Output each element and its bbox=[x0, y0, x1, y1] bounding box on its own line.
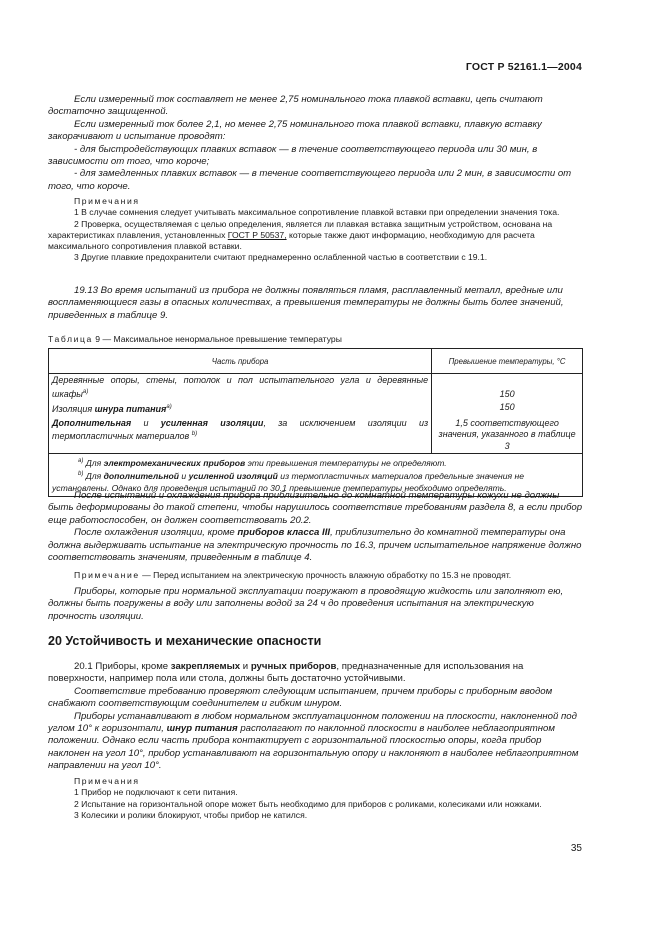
footnote-text: эти превышения температуры не определяют. bbox=[245, 457, 447, 468]
table-cell bbox=[49, 417, 432, 454]
section-20-body bbox=[48, 661, 583, 773]
caption-label: Таблица bbox=[48, 334, 93, 344]
paragraph-text: Приборы устанавливают в любом нормальном эксплуатационном положении на плоскости, наклоненной под углом 10° к горизонтали, bbox=[48, 710, 577, 735]
post-test-paragraphs bbox=[48, 490, 583, 564]
table-cell: 150 bbox=[432, 374, 583, 402]
footnote-mark: b) bbox=[191, 431, 198, 437]
table-caption bbox=[48, 334, 342, 344]
note-item: 1 Прибор не подключают к сети питания. bbox=[74, 787, 238, 798]
note-text: которые также дают информацию, необходимую для расчета максимального сопротивления плавкой вставки. bbox=[48, 229, 535, 252]
note-item bbox=[48, 570, 583, 581]
paragraph-text-bold: ручных приборов bbox=[250, 661, 337, 672]
page-number: 35 bbox=[570, 843, 582, 854]
paragraph-text: и bbox=[240, 661, 251, 672]
paragraph-text: располагают по наклонной плоскости в наиболее неблагоприятном положении. Однако если часть прибора контактирует с горизонтальной плоскостью опоры, когда прибор наклонен на угол 10°, прибор устанавливают на горизонтальную опору и наклоняют в наиболее неблагоприятном направлении на угол 10°. bbox=[48, 723, 579, 772]
table-row bbox=[49, 417, 583, 454]
cell-text: и bbox=[131, 417, 161, 428]
standard-reference-link[interactable]: ГОСТ Р 50537, bbox=[227, 229, 287, 240]
notes-block bbox=[48, 776, 583, 821]
table-cell: 1,5 соответствующего значения, указанного в таблице 3 bbox=[432, 417, 583, 454]
paragraph bbox=[48, 527, 583, 564]
table-row bbox=[49, 374, 583, 402]
note-line bbox=[48, 570, 583, 581]
table-cell bbox=[49, 374, 432, 402]
note-label: Примечание bbox=[74, 570, 140, 580]
document-header: ГОСТ Р 52161.1—2004 bbox=[465, 61, 582, 73]
footnote-text: Для bbox=[83, 471, 104, 482]
paragraph bbox=[48, 711, 583, 773]
cell-text-bold: Дополнительная bbox=[52, 417, 132, 428]
cell-text: Деревянные опоры, стены, потолок и пол испытательного угла и деревянные шкафы bbox=[52, 375, 429, 399]
table-header-row bbox=[49, 349, 583, 374]
paragraph bbox=[48, 661, 583, 686]
table-row bbox=[49, 401, 583, 417]
table-cell: 150 bbox=[432, 401, 583, 417]
footnote-text: и bbox=[179, 471, 189, 482]
note-item bbox=[48, 219, 583, 253]
notes-title: Примечания bbox=[74, 776, 140, 786]
note-text: — Перед испытанием на электрическую прочность влажную обработку по 15.3 не проводят. bbox=[139, 570, 512, 580]
section-heading: 20 Устойчивость и механические опасности bbox=[48, 634, 322, 648]
paragraph: - для замедленных плавких вставок — в течение соответствующего периода или 2 мин, в зависимости от того, что короче. bbox=[48, 168, 572, 192]
footnote-mark: a) bbox=[78, 458, 84, 464]
paragraph-text: После охлаждения изоляции, кроме bbox=[74, 527, 238, 539]
table-cell bbox=[49, 401, 432, 417]
immersion-paragraph bbox=[48, 586, 583, 623]
footnote-text: из термопластичных материалов предельные значения не установлены. Однако для проведения испытаний по 30.1 превышение температуры необходимо определять. bbox=[52, 471, 525, 493]
temperature-table bbox=[48, 348, 583, 497]
paragraph-text: , приблизительно до комнатной температуры она должна выдерживать испытание на электрическую прочность по 16.3, причем испытательное напряжение должно соответствовать значениям, приведенным в таблице 4. bbox=[48, 527, 582, 564]
paragraph-text-bold: приборов класса III bbox=[237, 527, 331, 539]
paragraph: После испытаний и охлаждения прибора приблизительно до комнатной температуры кожухи не должны быть деформированы до такой степени, чтобы нарушилось соответствие требованиям раздела 8, а если прибор еще работоспособен, он должен соответствовать 20.2. bbox=[48, 490, 583, 526]
paragraph: - для быстродействующих плавких вставок — в течение соответствующего периода или 30 мин, в зависимости от того, что короче; bbox=[48, 143, 538, 168]
caption-text: 9 — Максимальное ненормальное превышение температуры bbox=[92, 334, 342, 344]
footnote-text-bold: усиленной изоляций bbox=[188, 471, 278, 482]
note-item: 3 Колесики и ролики блокируют, чтобы прибор не катился. bbox=[74, 809, 308, 820]
footnote-mark: a) bbox=[166, 404, 172, 410]
paragraph-text-bold: закрепляемых bbox=[170, 661, 241, 672]
cell-text: Изоляция bbox=[52, 404, 95, 414]
footnote-text-bold: электромеханических приборов bbox=[103, 457, 246, 468]
column-header: Часть прибора bbox=[49, 349, 432, 374]
notes-block bbox=[48, 196, 583, 264]
paragraph-text-bold: шнур питания bbox=[166, 723, 238, 735]
footnote-text-bold: дополнительной bbox=[103, 471, 180, 482]
fuse-test-paragraphs bbox=[48, 94, 583, 193]
column-header: Превышение температуры, °С bbox=[432, 349, 583, 374]
note-item: 2 Испытание на горизонтальной опоре может быть необходимо для приборов с роликами, колесиками или ножками. bbox=[74, 798, 542, 809]
paragraph-text: 20.1 Приборы, кроме bbox=[74, 661, 171, 672]
footnote bbox=[52, 456, 579, 469]
cell-text-bold: усиленная изоляции bbox=[160, 417, 264, 428]
paragraph: Приборы, которые при нормальной эксплуатации погружают в проводящую жидкость или заполняют ею, должны быть погружены в воду или заполнены водой за 24 ч до проведения испытания на электрическую прочность изоляции. bbox=[48, 586, 564, 622]
note-item: 3 Другие плавкие предохранители считают преднамеренно ослабленной частью в соответствии с 19.1. bbox=[74, 252, 488, 263]
note-text: 2 Проверка, осуществляемая с целью определения, является ли плавкая вставка защитным устройством, основана на характеристиках плавления, установленных bbox=[48, 218, 553, 240]
paragraph: Если измеренный ток составляет не менее 2,75 номинального тока плавкой вставки, цепь считают достаточно защищенной. bbox=[48, 94, 543, 118]
paragraph: Соответствие требованию проверяют следующим испытанием, причем приборы с приборным вводом снабжают соответствующим соединителем и гибким шнуром. bbox=[48, 685, 553, 710]
footnote-text: Для bbox=[83, 457, 104, 468]
footnote-mark: a) bbox=[82, 388, 89, 395]
note-item: 1 В случае сомнения следует учитывать максимальное сопротивление плавкой вставки при определении значения тока. bbox=[74, 207, 560, 218]
paragraph-text: , предназначенные для использования на поверхности, например пола или стола, должны быть достаточно устойчивыми. bbox=[48, 661, 524, 685]
notes-title: Примечания bbox=[74, 196, 140, 206]
cell-text: , за исключением изоляции из термопластичных материалов bbox=[52, 417, 429, 441]
paragraph: 19.13 Во время испытаний из прибора не должны появляться пламя, расплавленный металл, вредные или воспламеняющиеся газы в опасных количествах, а превышения температуры не должны быть более значений, приведенных в таблице 9. bbox=[48, 285, 564, 321]
cell-text-bold: шнура питания bbox=[94, 404, 167, 414]
clause-19-13 bbox=[48, 285, 583, 322]
footnote-mark: b) bbox=[78, 471, 84, 478]
paragraph: Если измеренный ток более 2,1, но менее 2,75 номинального тока плавкой вставки, плавкую вставку закорачивают и испытание проводят: bbox=[48, 118, 542, 143]
